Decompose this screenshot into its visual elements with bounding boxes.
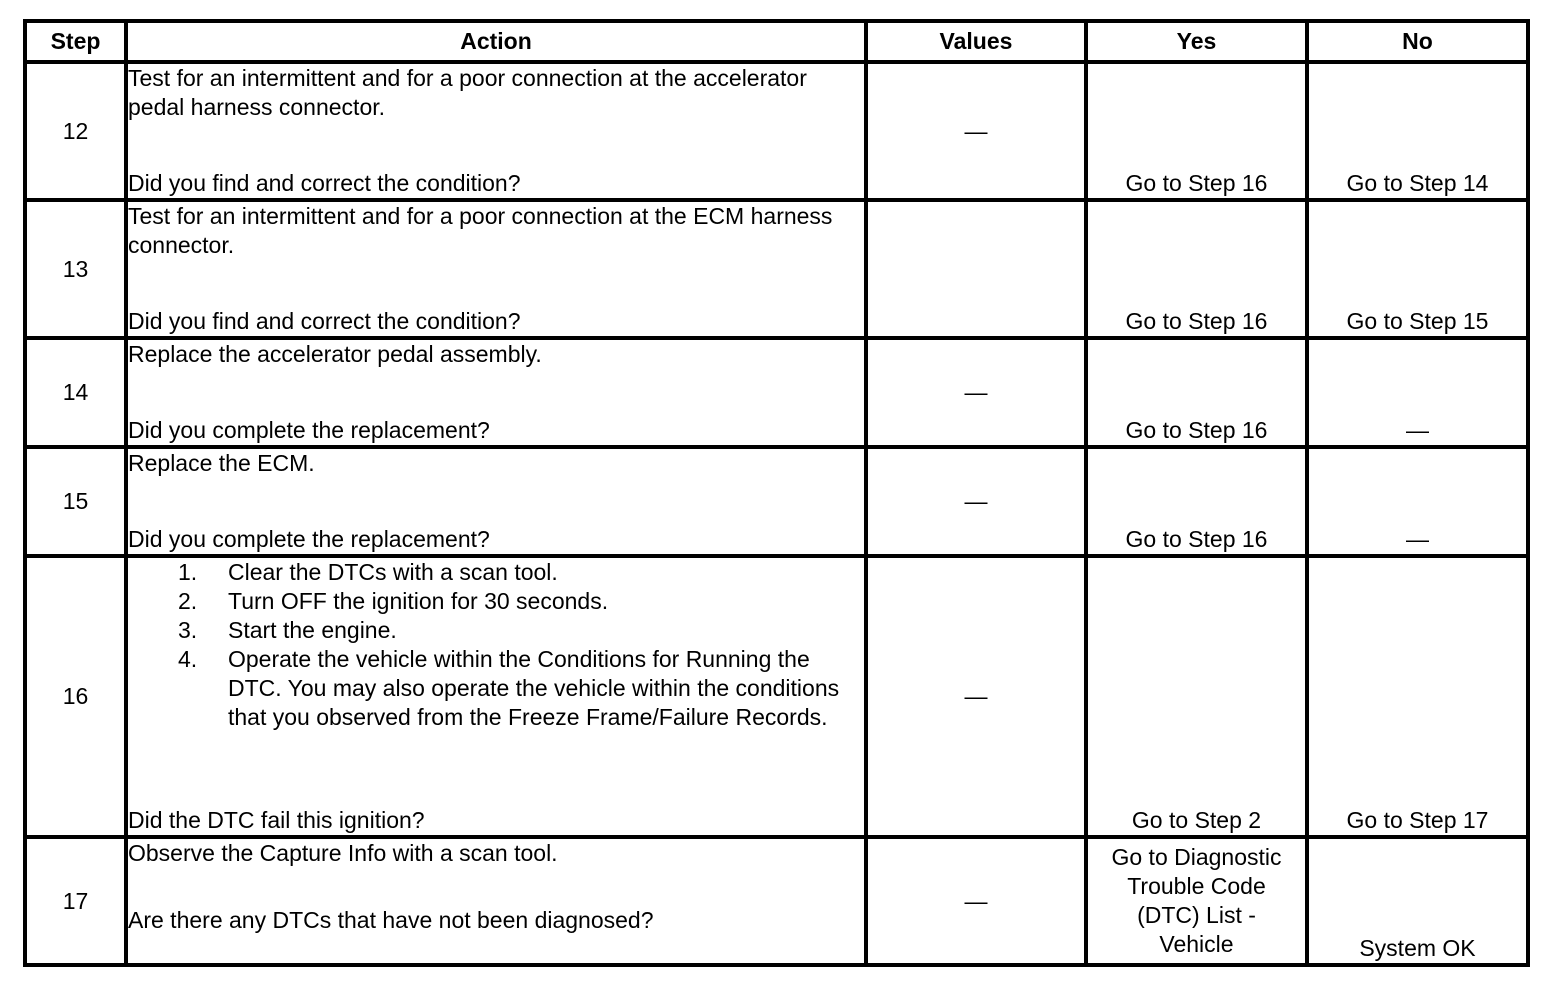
header-values: Values	[866, 21, 1086, 62]
substep-text: Clear the DTCs with a scan tool.	[228, 559, 558, 585]
substep-number: 2.	[178, 588, 198, 614]
header-yes: Yes	[1086, 21, 1307, 62]
table-row	[25, 837, 1528, 965]
values-cell: —	[866, 62, 1086, 200]
table-row	[25, 447, 1528, 556]
values-cell: —	[866, 556, 1086, 837]
action-question: Are there any DTCs that have not been diagnosed?	[128, 907, 654, 933]
action-cell	[126, 200, 866, 338]
values-cell: —	[866, 447, 1086, 556]
step-number: 12	[25, 62, 126, 200]
substep-number: 3.	[178, 617, 198, 643]
header-step: Step	[25, 21, 126, 62]
step-number: 17	[25, 837, 126, 965]
action-cell	[126, 556, 866, 837]
header-row	[25, 21, 1528, 62]
table-row	[25, 62, 1528, 200]
action-question: Did the DTC fail this ignition?	[128, 807, 425, 833]
substep-item	[178, 587, 864, 616]
no-cell: Go to Step 14	[1307, 62, 1528, 200]
action-text: Replace the accelerator pedal assembly.	[128, 341, 542, 367]
action-text: Observe the Capture Info with a scan tool.	[128, 840, 558, 866]
values-cell	[866, 200, 1086, 338]
yes-cell: Go to Step 16	[1086, 447, 1307, 556]
yes-cell: Go to Diagnostic Trouble Code (DTC) List - Vehicle	[1086, 837, 1307, 965]
action-question: Did you complete the replacement?	[128, 526, 490, 552]
values-cell: —	[866, 837, 1086, 965]
values-cell: —	[866, 338, 1086, 447]
substep-list	[128, 558, 864, 732]
header-no: No	[1307, 21, 1528, 62]
action-cell	[126, 447, 866, 556]
substep-item	[178, 558, 864, 587]
diagnostic-table	[23, 19, 1530, 967]
yes-cell: Go to Step 16	[1086, 62, 1307, 200]
substep-number: 4.	[178, 646, 198, 672]
action-cell	[126, 338, 866, 447]
step-number: 14	[25, 338, 126, 447]
action-question: Did you find and correct the condition?	[128, 308, 521, 334]
action-text: Replace the ECM.	[128, 450, 315, 476]
table-row	[25, 556, 1528, 837]
action-question: Did you complete the replacement?	[128, 417, 490, 443]
yes-cell: Go to Step 16	[1086, 200, 1307, 338]
substep-text: Operate the vehicle within the Conditions for Running the DTC. You may also operate the vehicle within the conditions that you observed from the Freeze Frame/Failure Records.	[228, 646, 840, 730]
step-number: 16	[25, 556, 126, 837]
header-action: Action	[126, 21, 866, 62]
no-cell: —	[1307, 447, 1528, 556]
yes-cell: Go to Step 2	[1086, 556, 1307, 837]
yes-cell: Go to Step 16	[1086, 338, 1307, 447]
step-number: 15	[25, 447, 126, 556]
action-text: Test for an intermittent and for a poor connection at the ECM harness connector.	[128, 203, 833, 258]
table-row	[25, 200, 1528, 338]
step-number: 13	[25, 200, 126, 338]
table-row	[25, 338, 1528, 447]
no-cell: Go to Step 17	[1307, 556, 1528, 837]
substep-number: 1.	[178, 559, 198, 585]
no-cell: System OK	[1307, 837, 1528, 965]
substep-item	[178, 616, 864, 645]
substep-text: Turn OFF the ignition for 30 seconds.	[228, 588, 609, 614]
action-cell	[126, 62, 866, 200]
substep-text: Start the engine.	[228, 617, 397, 643]
no-cell: Go to Step 15	[1307, 200, 1528, 338]
action-text: Test for an intermittent and for a poor connection at the accelerator pedal harness connector.	[128, 65, 807, 120]
action-question: Did you find and correct the condition?	[128, 170, 521, 196]
no-cell: —	[1307, 338, 1528, 447]
action-cell	[126, 837, 866, 965]
substep-item	[178, 645, 864, 732]
